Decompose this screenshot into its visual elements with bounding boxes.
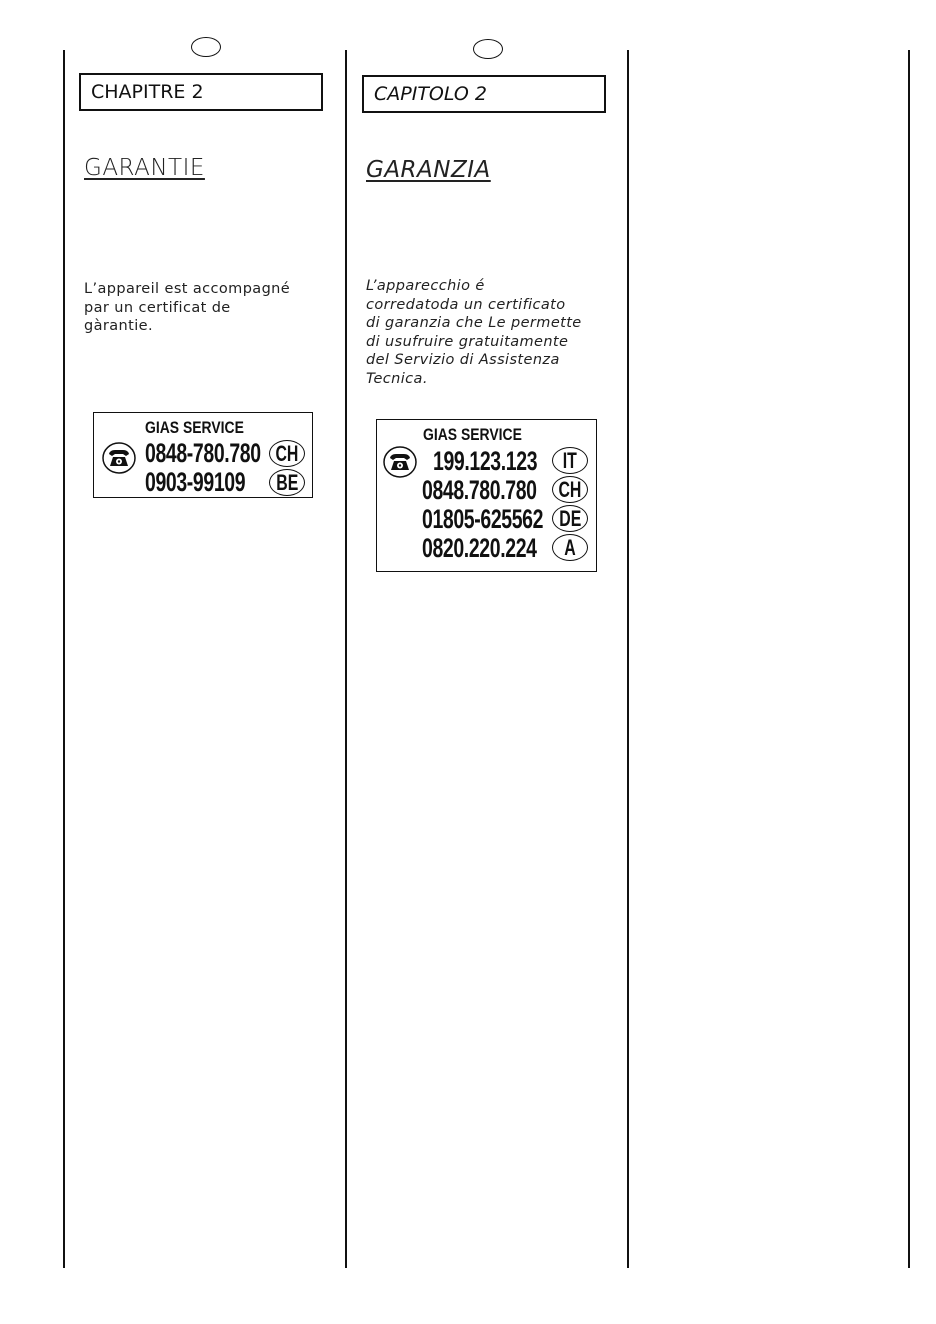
- country-badge-a: [552, 534, 588, 561]
- country-badge-it: [552, 447, 588, 474]
- language-marker-italian: [473, 39, 503, 59]
- body-text-french: [84, 280, 290, 336]
- country-code: DE: [558, 505, 582, 531]
- country-code: BE: [275, 469, 299, 495]
- body-line: gàrantie.: [84, 318, 153, 334]
- country-code: CH: [275, 440, 299, 466]
- chapter-label: CHAPITRE 2: [91, 81, 204, 103]
- service-title: GIAS SERVICE: [145, 418, 244, 437]
- service-box-italian: [376, 419, 597, 572]
- country-code: CH: [558, 476, 582, 502]
- country-code: IT: [562, 447, 578, 473]
- body-line: Tecnica.: [366, 370, 428, 387]
- service-number-be: 0903-99109: [145, 467, 246, 497]
- body-text-italian: [366, 277, 582, 388]
- body-line: L’apparecchio é: [366, 278, 485, 294]
- column-divider-right: [627, 50, 629, 1268]
- column-divider-far-right: [908, 50, 910, 1268]
- chapter-heading-french: [79, 73, 323, 111]
- section-title-italian: GARANZIA: [366, 157, 491, 183]
- body-line: di usufruire gratuitamente: [366, 333, 569, 350]
- section-title-french: GARANTIE: [84, 155, 205, 181]
- chapter-heading-italian: [362, 75, 606, 113]
- body-line: corredatoda un certificato: [366, 296, 566, 313]
- service-number-it: 199.123.123: [433, 446, 538, 476]
- country-badge-ch: [552, 476, 588, 503]
- body-line: del Servizio di Assistenza: [366, 352, 560, 368]
- body-line: L’appareil est accompagné: [84, 281, 291, 297]
- chapter-label: CAPITOLO 2: [374, 83, 487, 105]
- country-code: A: [564, 534, 576, 560]
- language-marker-french: [191, 37, 221, 57]
- country-badge-be: [269, 469, 305, 496]
- service-title: GIAS SERVICE: [423, 425, 522, 444]
- service-number-a: 0820.220.224: [422, 533, 537, 563]
- country-badge-de: [552, 505, 588, 532]
- body-line: di garanzia che Le permette: [366, 315, 582, 331]
- service-number-ch: 0848-780.780: [145, 438, 261, 468]
- column-divider-left: [63, 50, 65, 1268]
- service-number-ch: 0848.780.780: [422, 475, 537, 505]
- column-divider-middle: [345, 50, 347, 1268]
- telephone-icon: [383, 446, 417, 478]
- body-line: par un certificat de: [84, 299, 231, 316]
- telephone-icon: [102, 442, 136, 474]
- service-number-de: 01805-625562: [422, 504, 544, 534]
- country-badge-ch: [269, 440, 305, 467]
- service-box-french: [93, 412, 313, 498]
